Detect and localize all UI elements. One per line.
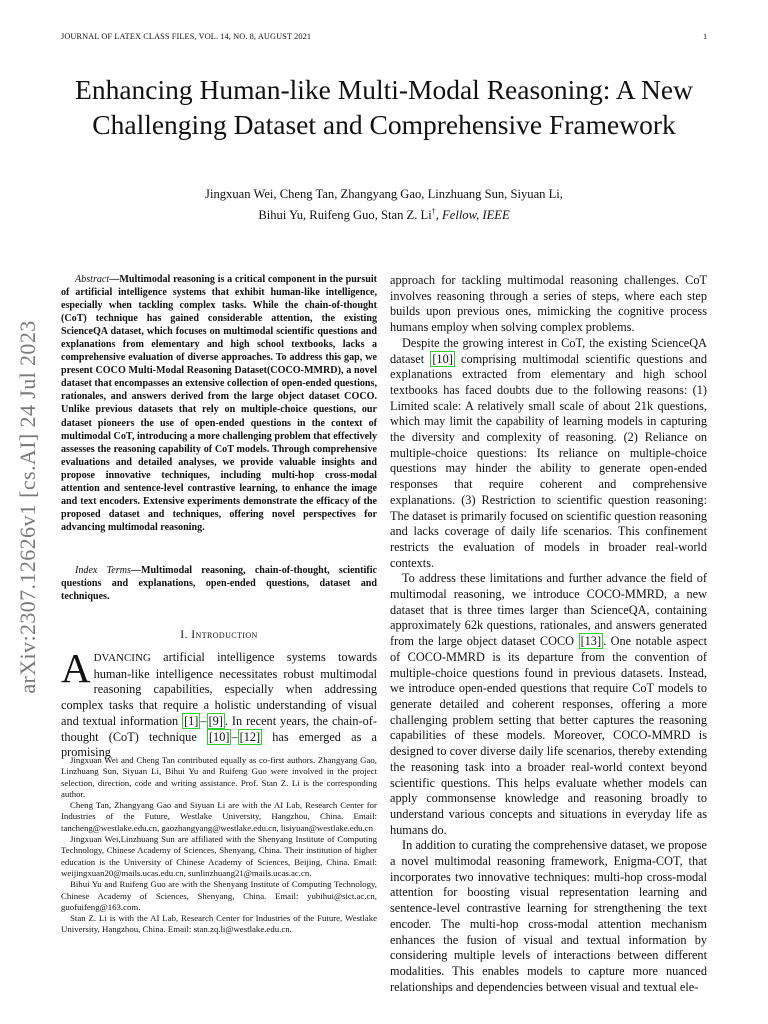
paragraph: approach for tackling multimodal reasoning challenges. CoT involves reasoning through a series of steps, where each step builds upon previous ones, mimicking the cognitive process humans employ when solving complex problems.	[390, 273, 707, 335]
fellow-note: , Fellow, IEEE	[435, 208, 510, 223]
paragraph	[390, 336, 707, 572]
section-title: Introduction	[191, 628, 258, 641]
author-line-1: Jingxuan Wei, Cheng Tan, Zhangyang Gao, Linzhuang Sun, Siyuan Li,	[205, 187, 563, 201]
footnote: Bihui Yu and Ruifeng Guo are with the Shenyang Institute of Computing Technology, Chinese Academy of Sciences, Shenyang, China. Email: yubihui@sict.ac.cn, guofuifeng@163.com.	[61, 879, 377, 912]
author-names-2: Bihui Yu, Ruifeng Guo, Stan Z. Li	[258, 208, 432, 223]
footnote: Jingxuan Wei,Linzhuang Sun are affiliated with the Shenyang Institute of Computing Technology, Chinese Academy of Sciences, Shenyang, China. Their institution of higher education is the University of Chinese Academy of Sciences, Beijing, China. Email: weijingxuan20@mails.ucas.edu.cn, sunlinzhuang21@mails.ucas.ac.cn.	[61, 834, 377, 878]
running-header: JOURNAL OF LATEX CLASS FILES, VOL. 14, NO. 8, AUGUST 2021	[61, 32, 312, 41]
footnote: Stan Z. Li is with the AI Lab, Research Center for Industries of the Future, Westlake University, Hangzhou, China. Email: stan.zq.li@westlake.edu.cn.	[61, 913, 377, 935]
author-list	[60, 186, 708, 224]
index-terms-label: Index Terms	[75, 565, 131, 576]
paper-title: Enhancing Human-like Multi-Modal Reasoning: A New Challenging Dataset and Comprehensive Framework	[75, 74, 693, 140]
range-dash: –	[200, 713, 207, 728]
citation-link[interactable]: [10]	[432, 351, 453, 366]
section-numeral: I.	[180, 628, 188, 641]
abstract-text: —Multimodal reasoning is a critical component in the pursuit of artificial intelligence systems that exhibit human-like intelligence, especially when tackling complex tasks. While the chain-of-thought (CoT) technique has gained considerable attention, the existing ScienceQA dataset, which focuses on multimodal scientific questions and explanations from elementary and high school textbooks, lacks a comprehensive evaluation of diverse approaches. To address this gap, we present COCO Multi-Modal Reasoning Dataset(COCO-MMRD), a novel dataset that encompasses an extensive collection of open-ended questions, rationales, and answers derived from the large object dataset COCO. Unlike previous datasets that rely on multiple-choice questions, our dataset pioneers the use of open-ended questions in the context of multimodal CoT, introducing a more challenging problem that effectively assesses the reasoning capability of CoT models. Through comprehensive evaluations and detailed analyses, we provide valuable insights and propose innovative techniques, including multi-hop cross-modal attention and sentence-level contrastive learning, to enhance the image and text encoders. Extensive experiments demonstrate the efficacy of the proposed dataset and techniques, offering novel perspectives for advancing multimodal reasoning.	[61, 274, 377, 533]
arxiv-stamp	[10, 285, 46, 730]
intro-caps: DVANCING	[93, 652, 151, 664]
intro-text-3: has emerged as a promising	[61, 729, 378, 760]
paragraph	[390, 571, 707, 838]
abstract	[61, 273, 377, 534]
author-line-2	[60, 203, 708, 224]
footnote: Jingxuan Wei and Cheng Tan contributed equally as co-first authors. Zhangyang Gao, Linzhuang Sun, Siyuan Li, Bihui Yu and Ruifeng Guo were involved in the project selection, direction, code and writing assistance. Prof. Stan Z. Li is the corresponding author.	[61, 755, 377, 799]
dagger-mark: †	[431, 207, 436, 216]
paragraph: In addition to curating the comprehensive dataset, we propose a novel multimodal reasoning framework, Enigma-COT, that incorporates two innovative techniques: multi-hop cross-modal attention for boosting visual representation learning and sentence-level contrastive learning for strengthening the text encoder. The multi-hop cross-modal attention mechanism enhances the fusion of visual and textual information by considering multiple levels of interactions between different modalities. This enables models to capture more nuanced relationships and dependencies between visual and textual ele-	[390, 838, 707, 994]
page-number: 1	[703, 32, 708, 41]
range-dash: –	[231, 729, 238, 744]
citation-link[interactable]: [13]	[580, 634, 602, 649]
intro-text-2: . In recent years, the chain-of-thought (CoT) technique	[61, 713, 378, 744]
arxiv-id: arXiv:2307.12626v1 [cs.AI] 24 Jul 2023	[15, 320, 40, 694]
index-terms-text: —Multimodal reasoning, chain-of-thought, scientific questions and explanations, open-ended questions, dataset and techniques.	[61, 565, 377, 603]
citation-link[interactable]: [9]	[208, 713, 223, 728]
right-column	[390, 273, 707, 995]
intro-paragraph	[61, 645, 378, 761]
dropcap: A	[61, 645, 91, 691]
footnotes	[61, 755, 377, 936]
paragraph-text: comprising multimodal scientific questions and explanations extracted from elementary and high school textbooks has faced doubts due to the following reasons: (1) Limited scale: A relatively small scale of about 21k questions, which may limit the capability of learning models in capturing the diversity and complexity of reasoning. (2) Reliance on multiple-choice questions: Its reliance on multiple-choice questions may hinder the ability to generate open-ended responses that require coherent and comprehensive explanations. (3) Restriction to scientific question reasoning: The dataset is primarily focused on scientific question reasoning and lacks coverage of daily life scenarios. This confinement restricts the evaluation of models in broader real-world contexts.	[390, 351, 708, 570]
citation-link[interactable]: [12]	[239, 729, 261, 744]
abstract-label: Abstract	[75, 274, 110, 285]
citation-link[interactable]: [10]	[208, 729, 230, 744]
index-terms	[61, 564, 377, 603]
footnote: Cheng Tan, Zhangyang Gao and Siyuan Li are with the AI Lab, Research Center for Industries of the Future, Westlake University, Hangzhou, China. Email: tancheng@westlake.edu.cn, gaozhangyang@westlake.edu.cn, lisiyuan@westlake.edu.cn	[61, 800, 377, 833]
intro-text-1: artificial intelligence systems towards human-like intelligence necessitates robust multimodal reasoning capabilities, especially when addressing complex tasks that require a holistic understanding of visual and textual information	[61, 650, 377, 728]
section-heading	[61, 628, 377, 641]
paragraph-text: To address these limitations and further advance the field of multimodal reasoning, we introduce COCO-MMRD, a new dataset that is three times larger than ScienceQA, containing approximately 62k questions, rationales, and answers generated from the large object dataset COCO	[390, 571, 707, 649]
paragraph-text: Despite the growing interest in CoT, the existing ScienceQA dataset	[390, 335, 707, 366]
citation-link[interactable]: [1]	[184, 713, 199, 728]
paragraph-text: . One notable aspect of COCO-MMRD is its departure from the convention of multiple-choice questions found in previous datasets. Instead, we introduce open-ended questions that require CoT models to generate detailed and coherent responses, offering a more challenging problem setting that better captures the reasoning capabilities of these models. Moreover, COCO-MMRD is designed to cover diverse daily life scenarios, thereby extending the reasoning task into a broader real-world context beyond scientific questions. This helps evaluate whether models can apply commonsense knowledge and reasoning broadly to understand various concepts and situations in everyday life as humans do.	[390, 634, 708, 837]
